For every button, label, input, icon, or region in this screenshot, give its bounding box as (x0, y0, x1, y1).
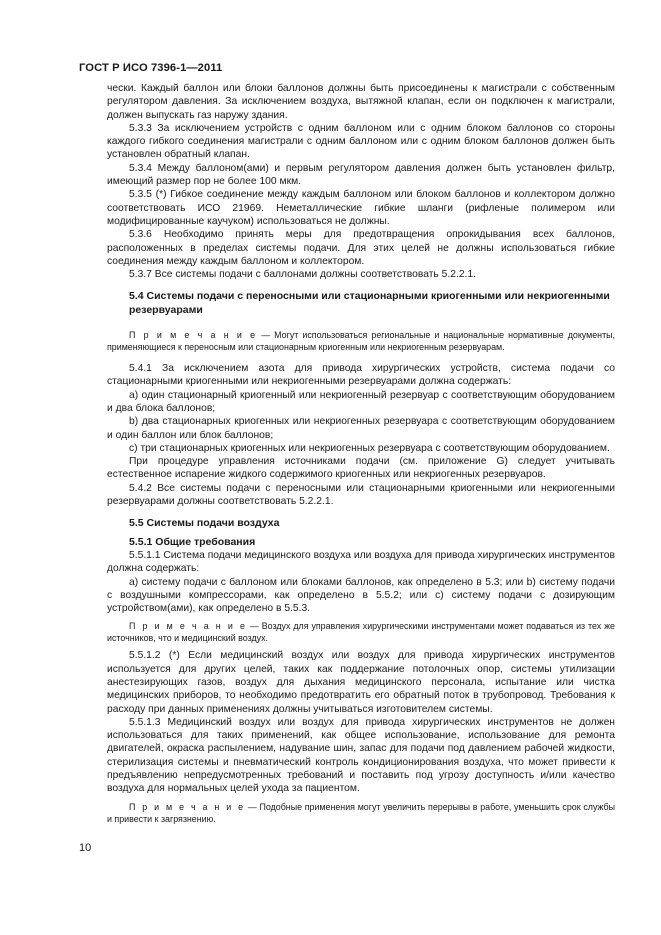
list-item-b: b) два стационарных криогенных или некриогенных резервуара с соответствующим оборудованием и один баллон или блок баллонов; (107, 416, 615, 441)
note-label: П р и м е ч а н и е (129, 801, 246, 812)
note (107, 620, 615, 644)
paragraph-5-5-1-3: 5.5.1.3 Медицинский воздух или воздух для привода хирургических инструментов не должен использоваться для таких применений, как общее использование, использование для ремонта двигателей, окраска распылением, надувание шин, запас для подачи под давлением рабочей жидкости, стерилизация системы и пневматический контроль кондиционирования воздуха, что может привести к предъявлению непредусмотренных требований и поставить под угрозу доступность и/или качество воздуха для нормальных целей ухода за пациентом. (107, 716, 615, 795)
paragraph-5-5-1-1: 5.5.1.1 Система подачи медицинского воздуха или воздуха для привода хирургических инструментов должна содержать: (107, 549, 615, 575)
paragraph-5-3-3: 5.3.3 За исключением устройств с одним баллоном или с одним блоком баллонов со стороны каждого гибкого соединения магистрали с одним баллоном или с одним блоком баллонов должен быть установлен обратный клапан. (107, 122, 615, 161)
paragraph-5-4-2: 5.4.2 Все системы подачи с переносными или стационарными криогенными или некриогенными резервуарами должны соответствовать 5.2.2.1. (107, 482, 615, 508)
page-number: 10 (79, 842, 92, 854)
paragraph-5-3-5: 5.3.5 (*) Гибкое соединение между каждым баллоном или блоком баллонов и коллектором должно соответствовать ИСО 21969. Неметаллические гибкие шланги (рифленые полимером или модифицированные каучуком) использоваться не должны. (107, 189, 615, 227)
list-item-a: a) один стационарный криогенный или некриогенный резервуар с соответствующим оборудованием и два блока баллонов; (107, 389, 615, 414)
paragraph: a) систему подачи с баллоном или блоками баллонов, как определено в 5.3; или b) систему подачи с воздушными компрессорами, как определено в 5.5.2; или c) систему подачи с дозирующим устройством(ами), как определено в 5.5.3. (107, 576, 615, 615)
note-label: П р и м е ч а н и е (129, 621, 247, 632)
list-item-c: c) три стационарных криогенных или некриогенных резервуара с соответствующим оборудованием. (129, 442, 610, 454)
paragraph: чески. Каждый баллон или блоки баллонов должны быть присоединены к магистрали с собственным регулятором давления. За исключением воздуха, вытяжной клапан, если он подключен к магистрали, должен выпускать газ наружу здания. (107, 83, 615, 121)
paragraph-5-3-4: 5.3.4 Между баллоном(ами) и первым регулятором давления должен быть установлен фильтр, имеющий размер пор не более 100 мкм. (107, 162, 615, 188)
note-label: П р и м е ч а н и е (129, 330, 258, 341)
note (107, 329, 615, 353)
paragraph: При процедуре управления источниками подачи (см. приложение G) следует учитывать естественное испарение жидкого содержимого криогенных или некриогенных резервуаров. (107, 456, 615, 481)
section-heading-5-5: 5.5 Системы подачи воздуха (129, 517, 280, 530)
note (107, 801, 615, 825)
paragraph-5-3-7: 5.3.7 Все системы подачи с баллонами должны соответствовать 5.2.2.1. (129, 269, 476, 281)
subsection-heading-5-5-1: 5.5.1 Общие требования (129, 535, 256, 548)
document-body (107, 82, 615, 825)
paragraph-5-3-6: 5.3.6 Необходимо принять меры для предотвращения опрокидывания всех баллонов, расположенных в пределах системы подачи. Для этих целей не должны использоваться гибкие соединения между каждым баллоном и коллектором. (107, 229, 615, 267)
note-text: — Могут использоваться региональные и национальные нормативные документы, применяющиеся к переносным или стационарным криогенным или некриогенным резервуарам. (107, 330, 615, 353)
note-text: — Воздух для управления хирургическими инструментами может подаваться из тех же источников, что и медицинский воздух. (107, 621, 615, 644)
document-code-header: ГОСТ Р ИСО 7396-1—2011 (79, 62, 223, 74)
note-text: — Подобные применения могут увеличить перерывы в работе, уменьшить срок службы и привести к загрязнению. (107, 801, 615, 824)
paragraph-5-4-1: 5.4.1 За исключением азота для привода хирургических устройств, система подачи со стационарными криогенными или некриогенными резервуарами должна содержать: (107, 363, 615, 388)
paragraph-5-5-1-2: 5.5.1.2 (*) Если медицинский воздух или воздух для привода хирургических инструментов используется для других целей, таких как поддержание потолочных опор, системы утилизации анестезирующих газов, воздух для дыхания медицинского персонала, испытание или чистка медицинских приборов, то необходимо предотвратить его обратный поток в трубопровод. Требования к расходу при данных применениях должны учитываться изготовителем системы. (107, 650, 615, 715)
section-heading-5-4: 5.4 Системы подачи с переносными или стационарными криогенными или некриогенными резервуарами (129, 290, 610, 316)
